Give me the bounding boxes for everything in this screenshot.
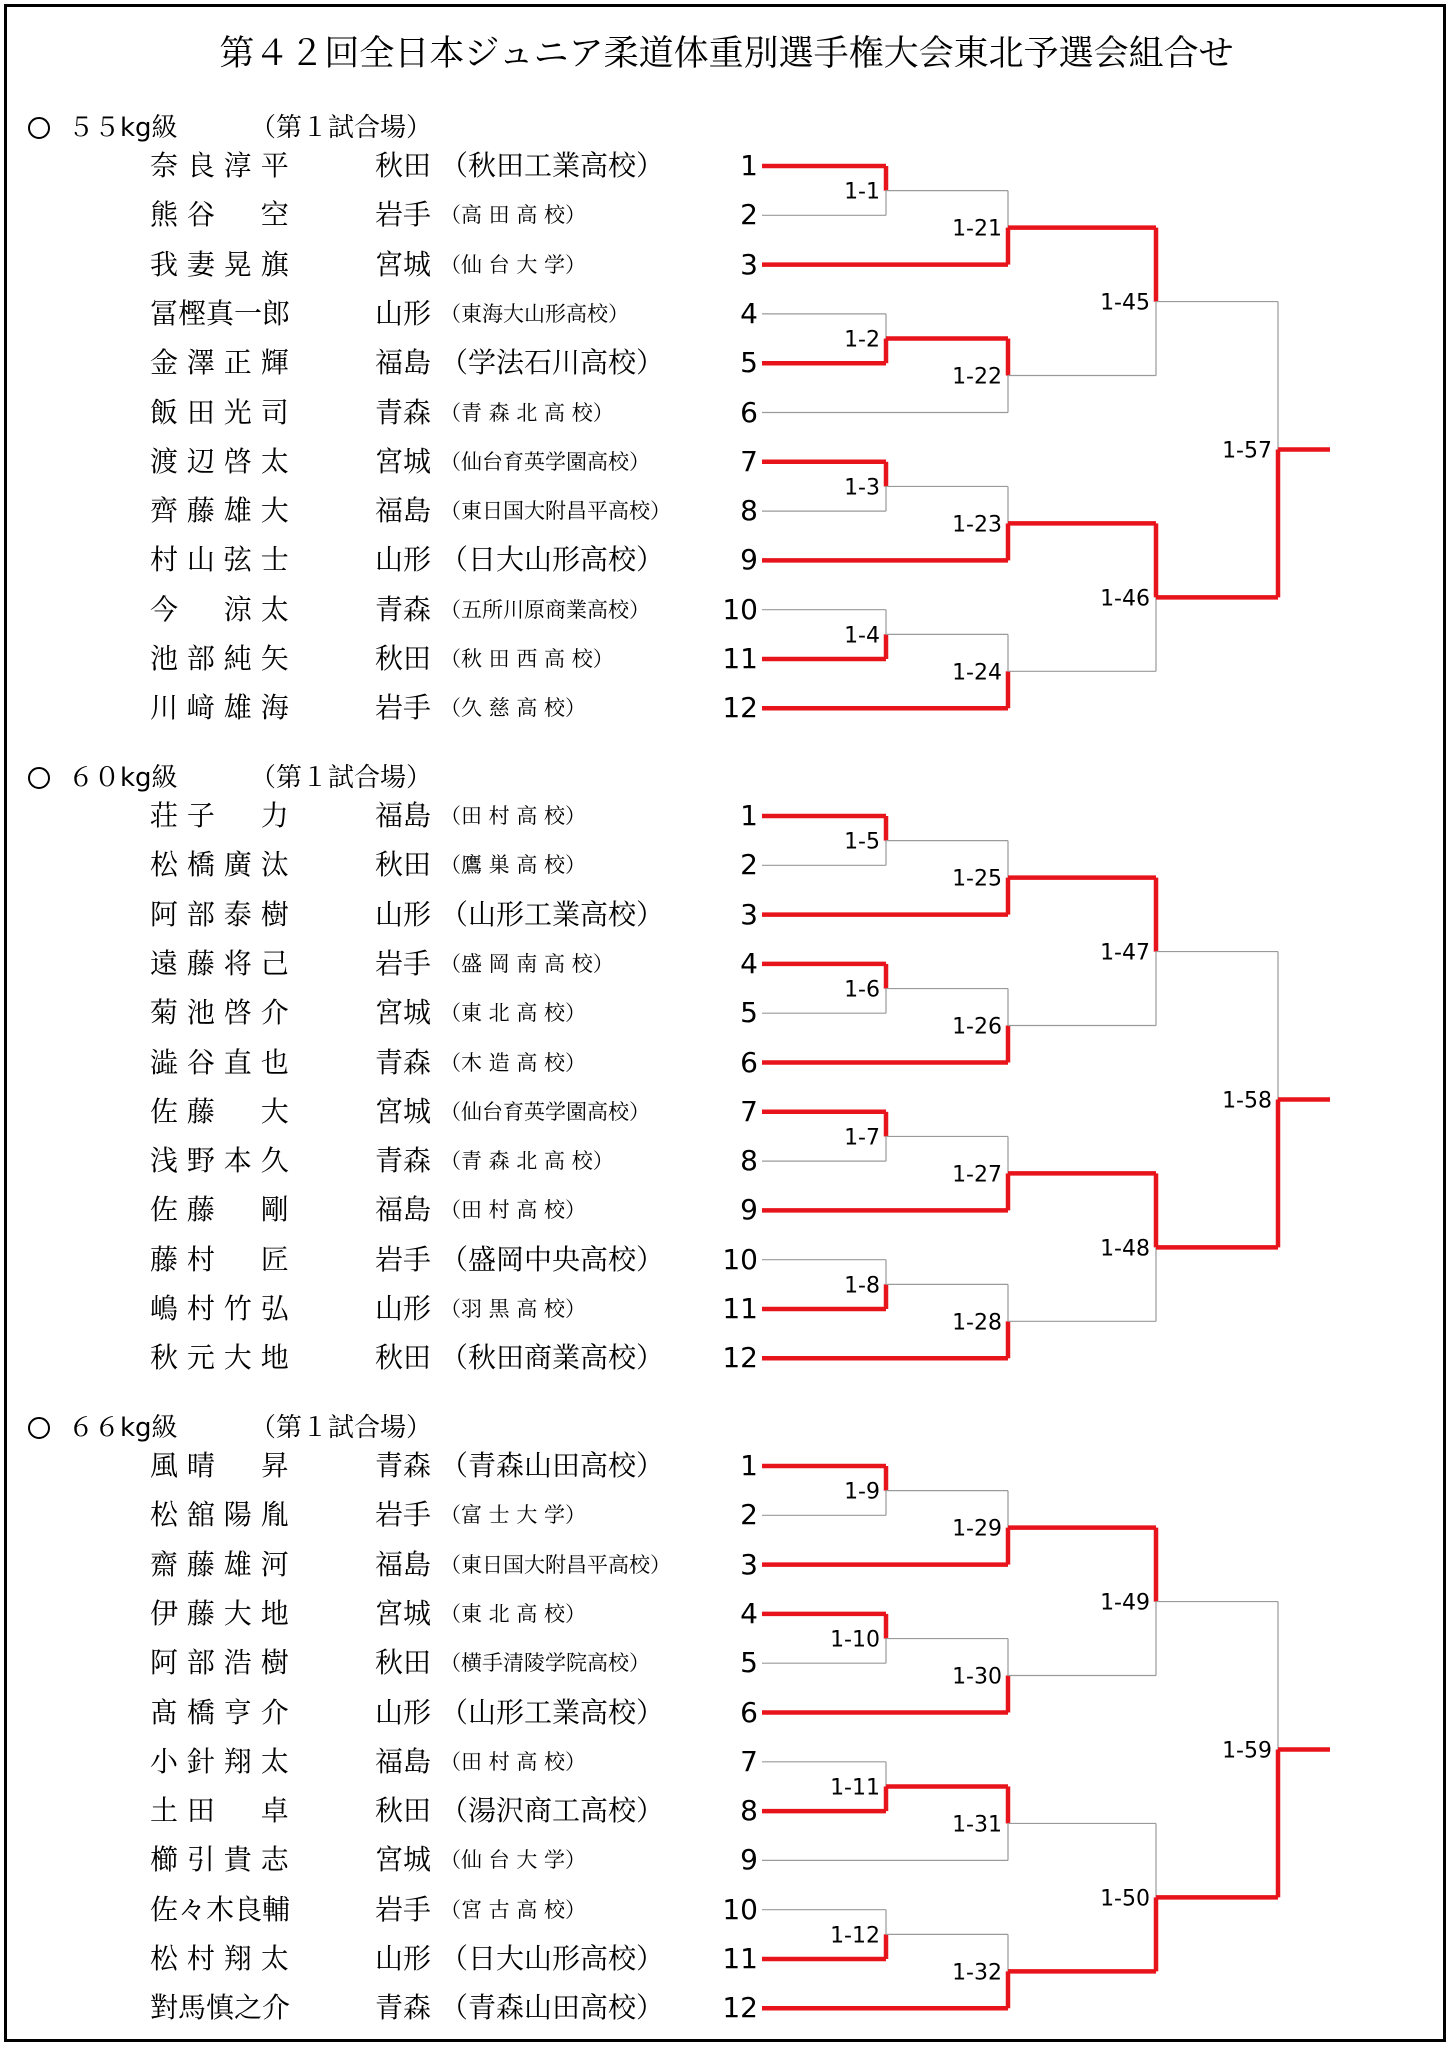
- match-number: 1-22: [952, 364, 1002, 390]
- match-number: 1-2: [844, 327, 880, 353]
- competitor-name: 櫛 引 貴 志: [150, 1843, 289, 1877]
- draw-number: 1: [740, 799, 758, 832]
- school-name: （仙台育英学園高校）: [440, 1099, 650, 1124]
- school-name: （東 北 高 校）: [440, 1001, 587, 1026]
- prefecture: 秋田: [375, 149, 432, 182]
- prefecture: 岩手: [375, 198, 432, 232]
- competitor-name: 松 橋 廣 汰: [150, 848, 289, 882]
- match-number: 1-59: [1222, 1738, 1272, 1764]
- school-name: （盛岡中央高校）: [440, 1242, 665, 1276]
- venue-label: （第１試合場）: [250, 763, 433, 793]
- prefecture: 秋田: [375, 1646, 432, 1680]
- draw-number: 10: [722, 592, 758, 626]
- school-name: （高 田 高 校）: [440, 203, 587, 228]
- draw-number: 10: [722, 1892, 758, 1926]
- weight-class-label: ６６kg級: [68, 1413, 178, 1443]
- competitor-name: 佐 藤 大: [150, 1094, 289, 1128]
- draw-number: 7: [740, 444, 758, 478]
- match-number: 1-57: [1222, 438, 1272, 464]
- prefecture: 岩手: [375, 1892, 432, 1926]
- match-number: 1-21: [952, 216, 1002, 242]
- match-number: 1-30: [952, 1664, 1002, 1690]
- school-name: （秋田商業高校）: [440, 1341, 665, 1375]
- school-name: （仙台育英学園高校）: [440, 449, 650, 474]
- prefecture: 秋田: [375, 1341, 432, 1375]
- draw-number: 9: [740, 1843, 758, 1877]
- school-name: （山形工業高校）: [440, 897, 665, 931]
- draw-number: 8: [740, 494, 758, 528]
- draw-number: 11: [722, 1292, 758, 1325]
- competitor-name: 村 山 弦 士: [150, 543, 289, 577]
- school-name: （五所川原商業高校）: [440, 597, 650, 622]
- draw-number: 5: [740, 346, 758, 380]
- draw-number: 6: [740, 395, 758, 429]
- competitor-name: 今 涼 太: [150, 592, 289, 626]
- competitor-name: 齋 藤 雄 河: [150, 1547, 289, 1581]
- match-number: 1-58: [1222, 1088, 1272, 1114]
- match-number: 1-24: [952, 660, 1002, 686]
- match-number: 1-8: [844, 1273, 880, 1299]
- match-number: 1-48: [1100, 1236, 1150, 1262]
- prefecture: 岩手: [375, 1242, 432, 1276]
- school-name: （盛 岡 南 高 校）: [440, 951, 614, 976]
- school-name: （東日国大附昌平高校）: [440, 1552, 671, 1577]
- draw-number: 1: [740, 149, 758, 182]
- competitor-name: 髙 橋 亨 介: [150, 1695, 289, 1729]
- competitor-name: 我 妻 晃 旗: [150, 247, 289, 281]
- prefecture: 岩手: [375, 946, 432, 980]
- venue-label: （第１試合場）: [250, 1413, 433, 1443]
- prefecture: 宮城: [375, 996, 432, 1030]
- competitor-name: 對馬慎之介: [150, 1991, 291, 2025]
- school-name: （湯沢商工高校）: [440, 1794, 665, 1828]
- school-name: （鷹 巣 高 校）: [440, 853, 587, 878]
- venue-label: （第１試合場）: [250, 113, 433, 143]
- draw-number: 3: [740, 247, 758, 281]
- competitor-name: 風 晴 昇: [150, 1449, 289, 1482]
- match-number: 1-1: [844, 179, 880, 205]
- prefecture: 青森: [375, 1045, 432, 1079]
- prefecture: 福島: [375, 1547, 432, 1581]
- draw-number: 9: [740, 543, 758, 577]
- school-name: （学法石川高校）: [440, 346, 665, 380]
- prefecture: 福島: [375, 346, 432, 380]
- match-number: 1-3: [844, 475, 880, 501]
- prefecture: 山形: [375, 1695, 432, 1729]
- draw-number: 6: [740, 1045, 758, 1079]
- prefecture: 宮城: [375, 1843, 432, 1877]
- competitor-name: 松 舘 陽 胤: [150, 1498, 289, 1532]
- draw-number: 5: [740, 996, 758, 1030]
- weight-class-label: ５５kg級: [68, 113, 178, 143]
- match-number: 1-7: [844, 1125, 880, 1151]
- prefecture: 宮城: [375, 1596, 432, 1630]
- prefecture: 青森: [375, 1991, 432, 2025]
- draw-number: 5: [740, 1646, 758, 1680]
- draw-number: 3: [740, 897, 758, 931]
- match-number: 1-12: [830, 1923, 880, 1949]
- competitor-name: 澁 谷 直 也: [150, 1045, 289, 1079]
- competitor-name: 荘 子 力: [150, 799, 289, 832]
- match-number: 1-31: [952, 1812, 1002, 1838]
- draw-number: 2: [740, 848, 758, 882]
- match-number: 1-45: [1100, 290, 1150, 316]
- school-name: （青 森 北 高 校）: [440, 1149, 614, 1174]
- prefecture: 山形: [375, 1292, 432, 1325]
- prefecture: 岩手: [375, 1498, 432, 1532]
- match-number: 1-26: [952, 1014, 1002, 1040]
- match-number: 1-46: [1100, 586, 1150, 612]
- competitor-name: 奈 良 淳 平: [150, 149, 289, 182]
- school-name: （久 慈 高 校）: [440, 696, 587, 721]
- draw-number: 10: [722, 1242, 758, 1276]
- match-number: 1-47: [1100, 940, 1150, 966]
- prefecture: 青森: [375, 1449, 432, 1482]
- prefecture: 宮城: [375, 1094, 432, 1128]
- prefecture: 福島: [375, 1744, 432, 1778]
- draw-number: 7: [740, 1744, 758, 1778]
- match-number: 1-28: [952, 1310, 1002, 1336]
- draw-number: 7: [740, 1094, 758, 1128]
- school-name: （仙 台 大 学）: [440, 252, 587, 277]
- match-number: 1-29: [952, 1516, 1002, 1542]
- competitor-name: 嶋 村 竹 弘: [150, 1292, 289, 1325]
- draw-number: 1: [740, 1449, 758, 1482]
- draw-number: 8: [740, 1794, 758, 1828]
- draw-number: 11: [722, 642, 758, 675]
- competitor-name: 浅 野 本 久: [150, 1144, 289, 1178]
- competitor-name: 阿 部 泰 樹: [150, 897, 289, 931]
- draw-number: 4: [740, 296, 758, 330]
- draw-number: 4: [740, 946, 758, 980]
- prefecture: 山形: [375, 897, 432, 931]
- competitor-name: 藤 村 匠: [150, 1242, 289, 1276]
- prefecture: 福島: [375, 799, 432, 832]
- match-number: 1-50: [1100, 1886, 1150, 1912]
- competitor-name: 齊 藤 雄 大: [150, 494, 289, 528]
- match-number: 1-6: [844, 977, 880, 1003]
- competitor-name: 池 部 純 矢: [150, 642, 289, 675]
- competitor-name: 佐 藤 剛: [150, 1193, 289, 1227]
- prefecture: 青森: [375, 395, 432, 429]
- match-number: 1-4: [844, 623, 880, 649]
- prefecture: 秋田: [375, 848, 432, 882]
- draw-number: 12: [722, 1991, 758, 2025]
- match-number: 1-27: [952, 1162, 1002, 1188]
- prefecture: 秋田: [375, 642, 432, 675]
- school-name: （仙 台 大 学）: [440, 1848, 587, 1873]
- competitor-name: 佐々木良輔: [150, 1892, 291, 1926]
- weight-class-label: ６０kg級: [68, 763, 178, 793]
- school-name: （田 村 高 校）: [440, 1198, 587, 1223]
- competitor-name: 小 針 翔 太: [150, 1744, 289, 1778]
- school-name: （東 北 高 校）: [440, 1601, 587, 1626]
- draw-number: 2: [740, 1498, 758, 1532]
- competitor-name: 阿 部 浩 樹: [150, 1646, 289, 1680]
- draw-number: 9: [740, 1193, 758, 1227]
- match-number: 1-9: [844, 1479, 880, 1505]
- school-name: （山形工業高校）: [440, 1695, 665, 1729]
- prefecture: 山形: [375, 543, 432, 577]
- match-number: 1-49: [1100, 1590, 1150, 1616]
- competitor-name: 熊 谷 空: [150, 198, 289, 232]
- draw-number: 4: [740, 1596, 758, 1630]
- prefecture: 山形: [375, 296, 432, 330]
- competitor-name: 飯 田 光 司: [150, 395, 289, 429]
- school-name: （日大山形高校）: [440, 543, 665, 577]
- prefecture: 青森: [375, 1144, 432, 1178]
- match-number: 1-25: [952, 866, 1002, 892]
- prefecture: 福島: [375, 494, 432, 528]
- prefecture: 岩手: [375, 691, 432, 725]
- school-name: （日大山形高校）: [440, 1942, 665, 1975]
- school-name: （田 村 高 校）: [440, 1749, 587, 1774]
- prefecture: 福島: [375, 1193, 432, 1227]
- school-name: （秋 田 西 高 校）: [440, 647, 614, 671]
- competitor-name: 土 田 卓: [150, 1794, 289, 1828]
- match-number: 1-32: [952, 1960, 1002, 1986]
- prefecture: 秋田: [375, 1794, 432, 1828]
- competitor-name: 川 﨑 雄 海: [150, 691, 289, 725]
- competitor-name: 伊 藤 大 地: [150, 1596, 289, 1630]
- draw-number: 11: [722, 1942, 758, 1975]
- match-number: 1-11: [830, 1775, 880, 1801]
- school-name: （羽 黒 高 校）: [440, 1297, 587, 1321]
- draw-number: 2: [740, 198, 758, 232]
- competitor-name: 松 村 翔 太: [150, 1942, 289, 1975]
- prefecture: 山形: [375, 1942, 432, 1975]
- draw-number: 6: [740, 1695, 758, 1729]
- school-name: （田 村 高 校）: [440, 804, 587, 828]
- school-name: （富 士 大 学）: [440, 1503, 587, 1528]
- competitor-name: 冨樫真一郎: [150, 296, 291, 330]
- draw-number: 8: [740, 1144, 758, 1178]
- prefecture: 宮城: [375, 444, 432, 478]
- school-name: （宮 古 高 校）: [440, 1897, 587, 1922]
- school-name: （青森山田高校）: [440, 1991, 665, 2025]
- competitor-name: 渡 辺 啓 太: [150, 444, 289, 478]
- prefecture: 宮城: [375, 247, 432, 281]
- school-name: （青 森 北 高 校）: [440, 400, 614, 425]
- school-name: （東海大山形高校）: [440, 301, 629, 326]
- prefecture: 青森: [375, 592, 432, 626]
- school-name: （秋田工業高校）: [440, 149, 665, 182]
- school-name: （東日国大附昌平高校）: [440, 499, 671, 524]
- page-title: 第４２回全日本ジュニア柔道体重別選手権大会東北予選会組合せ: [219, 34, 1234, 74]
- draw-number: 3: [740, 1547, 758, 1581]
- draw-number: 12: [722, 691, 758, 725]
- match-number: 1-10: [830, 1627, 880, 1653]
- competitor-name: 秋 元 大 地: [150, 1341, 289, 1375]
- school-name: （横手清陵学院高校）: [440, 1651, 650, 1676]
- competitor-name: 遠 藤 将 己: [150, 946, 289, 980]
- school-name: （青森山田高校）: [440, 1449, 665, 1482]
- match-number: 1-23: [952, 512, 1002, 538]
- school-name: （木 造 高 校）: [440, 1050, 587, 1075]
- match-number: 1-5: [844, 829, 880, 855]
- draw-number: 12: [722, 1341, 758, 1375]
- competitor-name: 金 澤 正 輝: [150, 346, 289, 380]
- competitor-name: 菊 池 啓 介: [150, 996, 289, 1030]
